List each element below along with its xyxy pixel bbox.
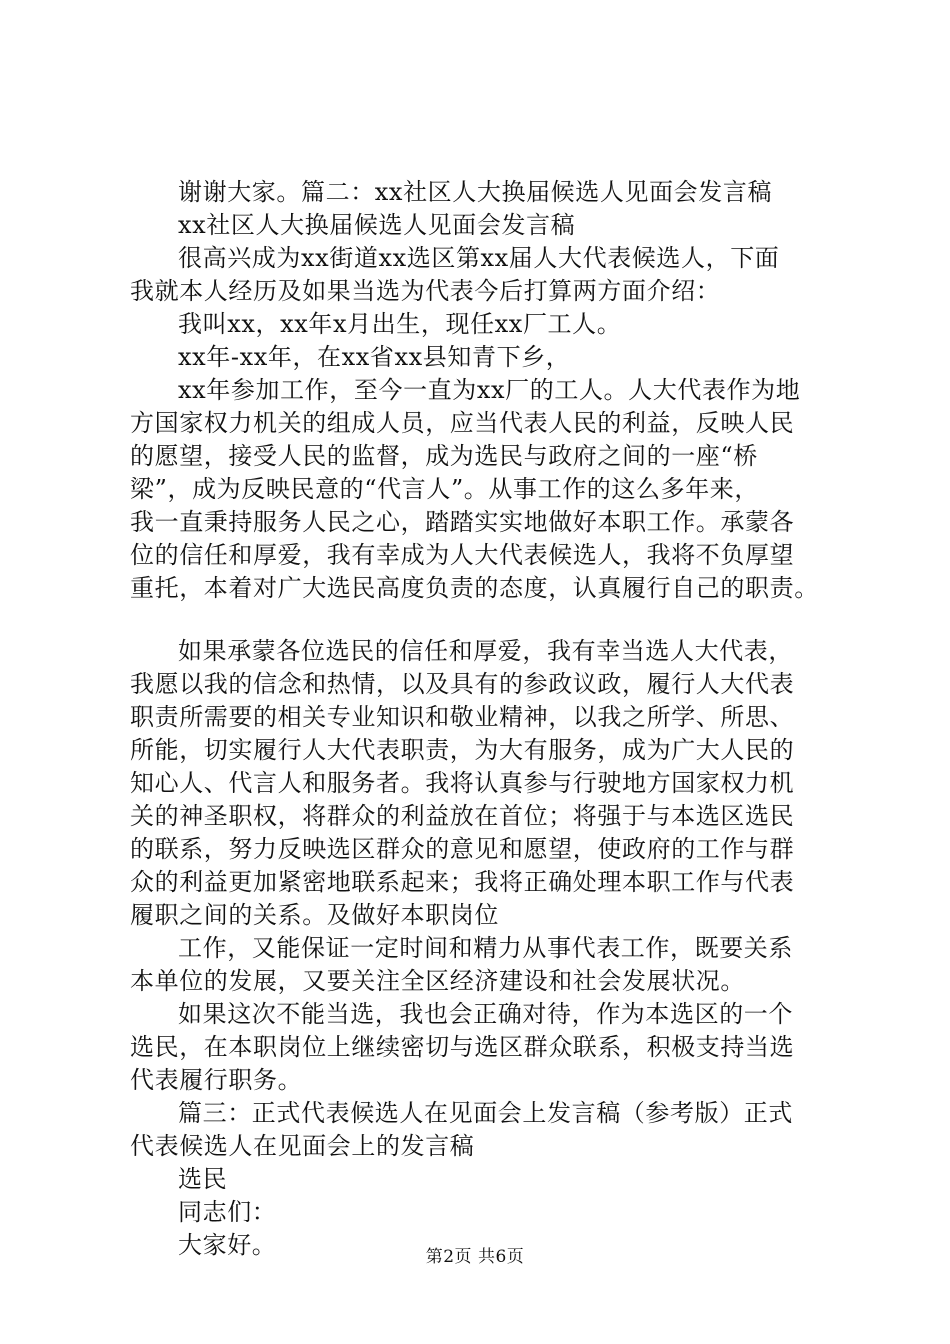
body-line: 众的利益更加紧密地联系起来；我将正确处理本职工作与代表 <box>130 868 795 896</box>
body-line: 篇三：正式代表候选人在见面会上发言稿（参考版）正式 <box>178 1099 793 1127</box>
body-line: 我叫xx，xx年x月出生，现任xx厂工人。 <box>178 310 622 338</box>
body-line: 代表候选人在见面会上的发言稿 <box>130 1132 475 1160</box>
body-line: 工作，又能保证一定时间和精力从事代表工作，既要关系 <box>178 934 793 962</box>
body-line: 谢谢大家。篇二：xx社区人大换届候选人见面会发言稿 <box>178 178 773 206</box>
body-line: 我愿以我的信念和热情，以及具有的参政议政，履行人大代表 <box>130 670 795 698</box>
body-line: 所能，切实履行人大代表职责，为大有服务，成为广大人民的 <box>130 736 795 764</box>
body-line: 职责所需要的相关专业知识和敬业精神，以我之所学、所思、 <box>130 703 795 731</box>
body-line: xx年-xx年，在xx省xx县知青下乡， <box>178 343 571 371</box>
body-line: 梁”，成为反映民意的“代言人”。从事工作的这么多年来， <box>130 475 760 503</box>
body-line: 的愿望，接受人民的监督，成为选民与政府之间的一座“桥 <box>130 442 758 470</box>
body-line: 选民 <box>178 1165 228 1193</box>
body-line: 重托，本着对广大选民高度负责的态度，认真履行自己的职责。 <box>130 574 819 602</box>
body-line: 知心人、代言人和服务者。我将认真参与行驶地方国家权力机 <box>130 769 795 797</box>
body-line: 如果承蒙各位选民的信任和厚爱，我有幸当选人大代表， <box>178 637 793 665</box>
body-line: 位的信任和厚爱，我有幸成为人大代表候选人，我将不负厚望 <box>130 541 795 569</box>
page-number-footer: 第2页 共6页 <box>425 1247 525 1267</box>
body-line: xx年参加工作，至今一直为xx厂的工人。人大代表作为地 <box>178 376 801 404</box>
body-line: 本单位的发展，又要关注全区经济建设和社会发展状况。 <box>130 967 745 995</box>
body-line: 代表履行职务。 <box>130 1066 303 1094</box>
body-line: 我一直秉持服务人民之心，踏踏实实地做好本职工作。承蒙各 <box>130 508 795 536</box>
body-line: 如果这次不能当选，我也会正确对待，作为本选区的一个 <box>178 1000 793 1028</box>
body-line: 履职之间的关系。及做好本职岗位 <box>130 901 499 929</box>
body-line: 的联系，努力反映选区群众的意见和愿望，使政府的工作与群 <box>130 835 795 863</box>
document-body <box>130 176 830 1262</box>
body-line: 大家好。 <box>178 1231 277 1259</box>
body-line: 同志们： <box>178 1198 277 1226</box>
body-line: 我就本人经历及如果当选为代表今后打算两方面介绍： <box>130 277 721 305</box>
paragraph-gap <box>130 605 830 635</box>
body-line: 关的神圣职权，将群众的利益放在首位；将强于与本选区选民 <box>130 802 795 830</box>
body-line: 选民，在本职岗位上继续密切与选区群众联系，积极支持当选 <box>130 1033 795 1061</box>
body-line: xx社区人大换届候选人见面会发言稿 <box>178 211 576 239</box>
body-line: 很高兴成为xx街道xx选区第xx届人大代表候选人，下面 <box>178 244 780 272</box>
body-line: 方国家权力机关的组成人员，应当代表人民的利益，反映人民 <box>130 409 795 437</box>
